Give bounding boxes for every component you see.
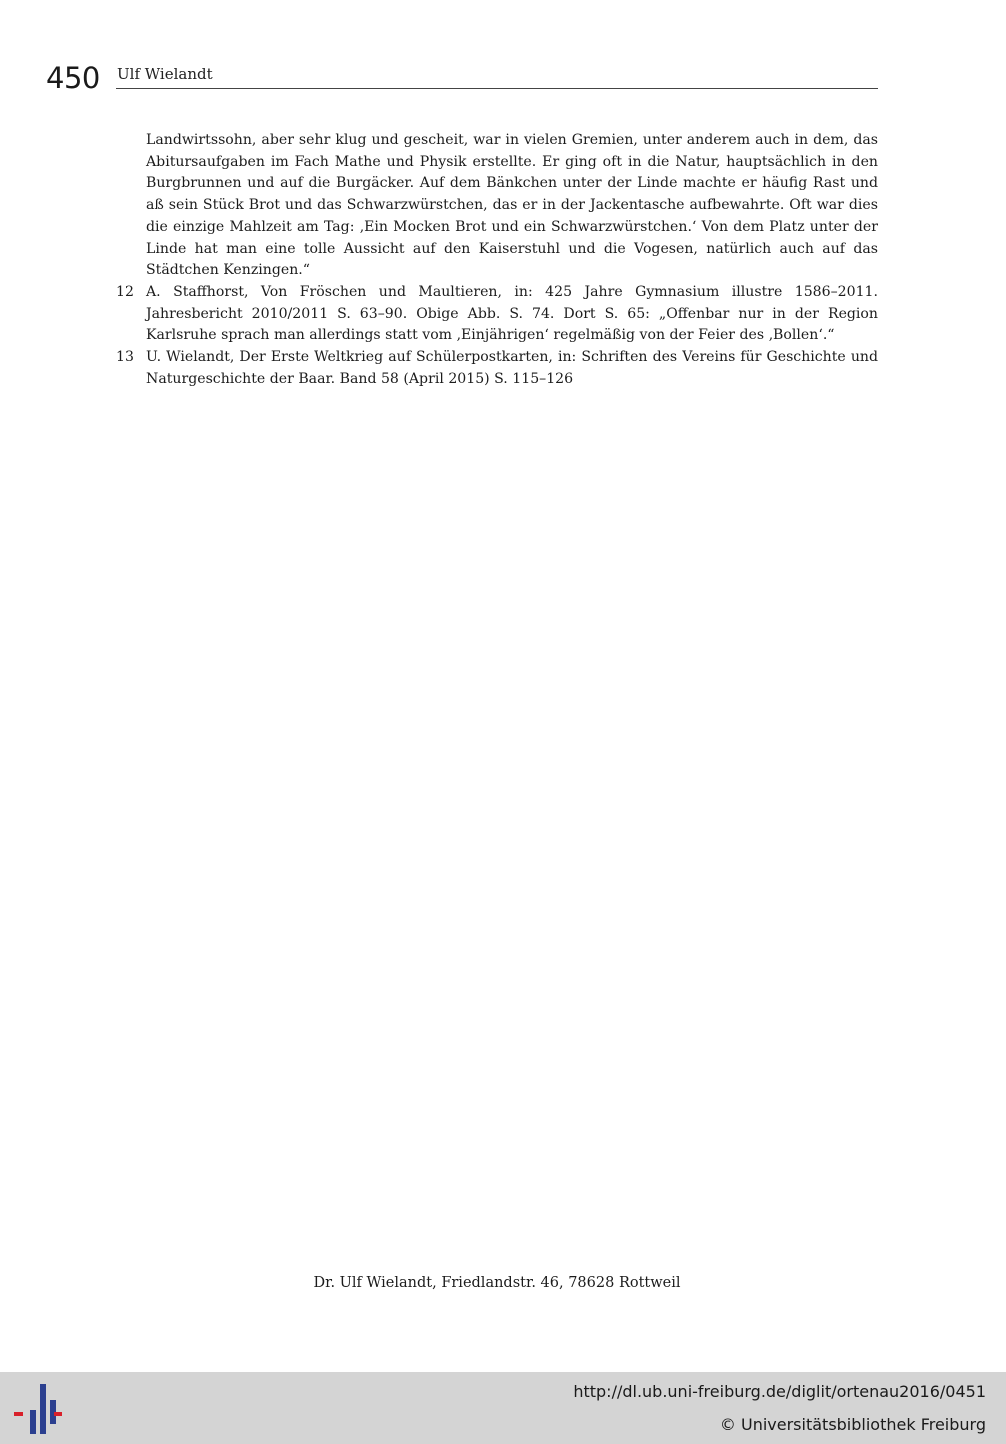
page-number: 450 (46, 61, 100, 95)
footnote-12 (110, 282, 878, 347)
footnotes (110, 130, 878, 390)
author-address: Dr. Ulf Wielandt, Friedlandstr. 46, 78628 Rottweil (313, 1275, 681, 1291)
footnote-text: A. Staffhorst, Von Fröschen und Maultieren, in: 425 Jahre Gymnasium illustre 1586–2011. Jahresbericht 2010/2011 S. 63–90. Obige Abb. S. 74. Dort S. 65: „Offenbar nur in der Region Karlsruhe sprach man allerdings statt vom ‚Einjährigen‘ regelmäßig von der Feier des ‚Bollen‘.“ (146, 283, 878, 344)
footnote-text: Landwirtssohn, aber sehr klug und gescheit, war in vielen Gremien, unter anderem auch in dem, das Abitursaufgaben im Fach Mathe und Physik erstellte. Er ging oft in die Natur, hauptsächlich in den Burgbrunnen und auf die Burgäcker. Auf dem Bänkchen unter der Linde machte er häufig Rast und aß sein Stück Brot und das Schwarzwürstchen, das er in der Jackentasche aufbewahrte. Oft war dies die einzige Mahlzeit am Tag: ‚Ein Mocken Brot und ein Schwarzwürstchen.‘ Von dem Platz unter der Linde hat man eine tolle Aussicht auf den Kaiserstuhl und die Vogesen, natürlich auch auf das Städtchen Kenzingen.“ (146, 132, 878, 279)
running-head: Ulf Wielandt (117, 65, 213, 83)
footer-url[interactable]: http://dl.ub.uni-freiburg.de/diglit/ortenau2016/0451 (573, 1382, 986, 1401)
footnote-13 (110, 347, 878, 390)
footnote-continued (110, 130, 878, 282)
footer-bar (0, 1372, 1006, 1444)
footnote-number (110, 130, 146, 282)
footnote-number: 13 (116, 349, 134, 366)
footnote-number: 12 (116, 283, 134, 300)
footnote-text: U. Wielandt, Der Erste Weltkrieg auf Schülerpostkarten, in: Schriften des Vereins für Geschichte und Naturgeschichte der Baar. Band 58 (April 2015) S. 115–126 (146, 349, 878, 387)
footer-copyright: © Universitätsbibliothek Freiburg (719, 1415, 986, 1434)
header-rule (116, 88, 878, 89)
ub-freiburg-logo-icon (12, 1382, 64, 1436)
